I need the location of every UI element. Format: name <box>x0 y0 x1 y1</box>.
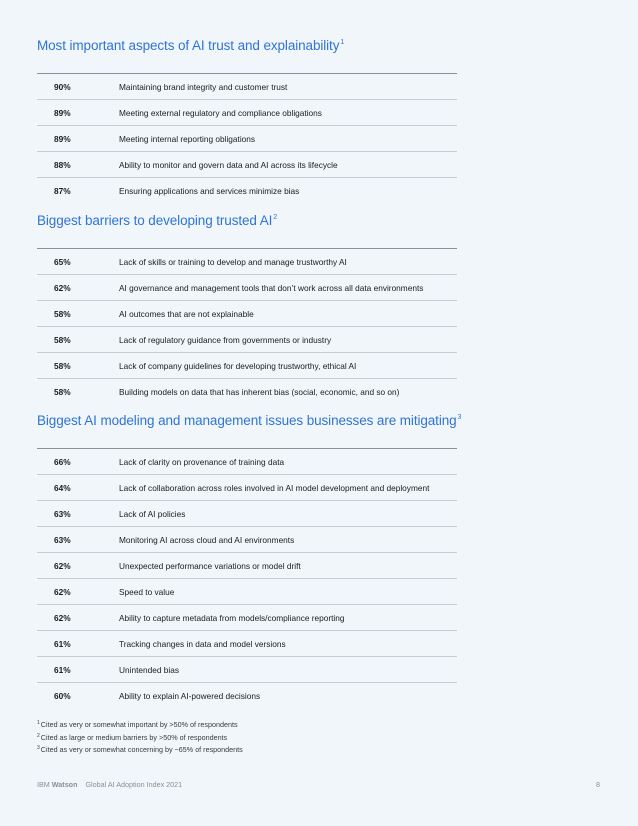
section-title: Biggest barriers to developing trusted $AI^2$ <box>37 213 278 228</box>
table-row: 89% Meeting internal reporting obligations <box>37 126 457 152</box>
table-row: 63% Lack of AI policies <box>37 501 457 527</box>
table-row: 61% Tracking changes in data and model versions <box>37 631 457 657</box>
footnote: $^3$Cited as very or somewhat concerning by ~65% of respondents <box>37 745 243 754</box>
table-row: 88% Ability to monitor and govern data and AI across its lifecycle <box>37 152 457 178</box>
table-row: 62% Ability to capture metadata from models/compliance reporting <box>37 605 457 631</box>
table-row: 62% Unexpected performance variations or model drift <box>37 553 457 579</box>
table-row: 90% Maintaining brand integrity and customer trust <box>37 74 457 100</box>
brand-logo-text: IBM Watson <box>37 780 78 789</box>
table-row: 64% Lack of collaboration across roles involved in AI model development and deployment <box>37 475 457 501</box>
section-ai-trust <box>37 38 457 196</box>
table-row: 58% Lack of company guidelines for developing trustworthy, ethical AI <box>37 353 457 379</box>
table-row: 61% Unintended bias <box>37 657 457 683</box>
stats-table <box>37 73 457 203</box>
table-row: 65% Lack of skills or training to develop and manage trustworthy AI <box>37 249 457 275</box>
table-row: 89% Meeting external regulatory and compliance obligations <box>37 100 457 126</box>
table-row: 58% Building models on data that has inherent bias (social, economic, and so on) <box>54 386 400 397</box>
footnote: $^2$Cited as large or medium barriers by >50% of respondents <box>37 732 228 742</box>
table-row: 87% Ensuring applications and services minimize bias <box>54 185 300 196</box>
page-number: 8 <box>596 780 600 789</box>
footnotes <box>37 717 243 755</box>
document-title: Global AI Adoption Index 2021 <box>85 780 183 789</box>
stats-table <box>37 248 457 404</box>
table-row: 62% AI governance and management tools that don’t work across all data environments <box>37 275 457 301</box>
stats-table <box>37 448 457 708</box>
section-title: Biggest AI modeling and management issues businesses are mitigating$^3$ <box>37 413 462 428</box>
section-modeling-issues <box>37 413 462 701</box>
table-row: 66% Lack of clarity on provenance of training data <box>37 449 457 475</box>
table-row: 58% AI outcomes that are not explainable <box>37 301 457 327</box>
footnote: $^1$Cited as very or somewhat important by >50% of respondents <box>37 720 238 729</box>
page-footer <box>37 780 182 789</box>
table-row: 63% Monitoring AI across cloud and AI environments <box>37 527 457 553</box>
section-barriers <box>37 213 457 397</box>
table-row: 58% Lack of regulatory guidance from governments or industry <box>37 327 457 353</box>
table-row: 60% Ability to explain AI-powered decisions <box>54 690 261 701</box>
table-row: 62% Speed to value <box>37 579 457 605</box>
section-title: Most important aspects of AI trust and explainability$^1$ <box>37 38 345 53</box>
